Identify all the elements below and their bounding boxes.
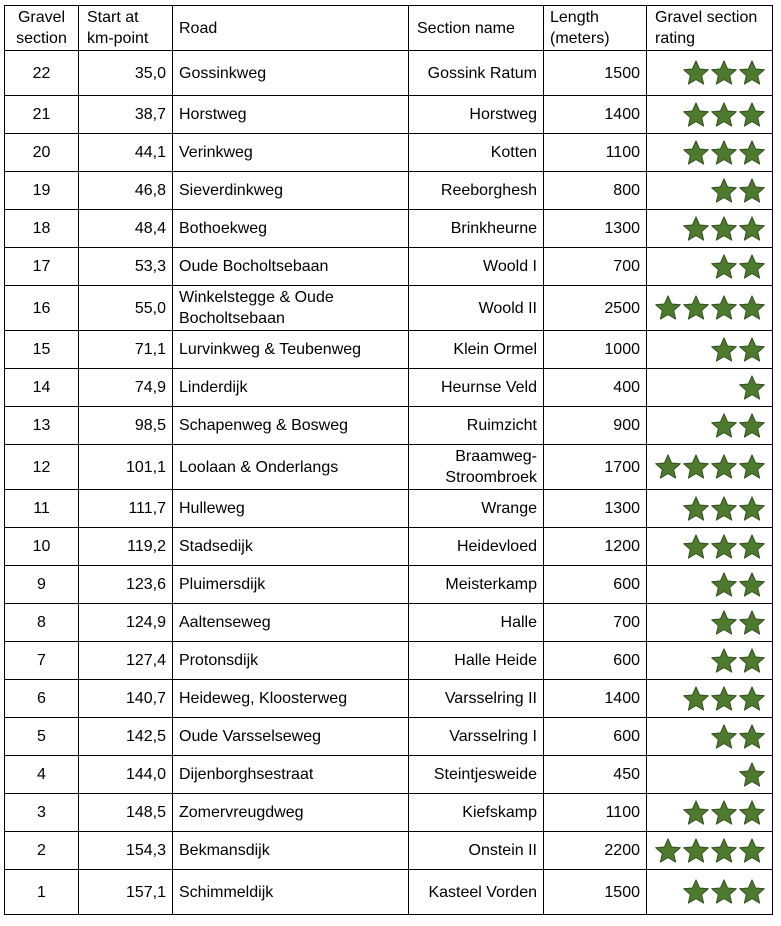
cell-gravel-section: 8 (5, 604, 79, 642)
table-row (5, 51, 773, 96)
table-row (5, 756, 773, 794)
star-rating (710, 647, 766, 675)
cell-start-km: 148,5 (79, 794, 173, 832)
star-rating (710, 412, 766, 440)
star-icon (682, 685, 710, 713)
cell-length: 800 (544, 172, 647, 210)
star-icon (682, 533, 710, 561)
star-icon (682, 799, 710, 827)
star-icon (738, 685, 766, 713)
cell-rating (647, 528, 773, 566)
header-section-name: Section name (409, 6, 544, 51)
star-icon (738, 878, 766, 906)
cell-length: 2500 (544, 286, 647, 331)
cell-gravel-section: 2 (5, 832, 79, 870)
star-icon (738, 761, 766, 789)
star-icon (682, 453, 710, 481)
cell-road: Heideweg, Kloosterweg (173, 680, 409, 718)
cell-road: Schapenweg & Bosweg (173, 407, 409, 445)
star-rating (682, 101, 766, 129)
cell-length: 450 (544, 756, 647, 794)
star-rating (682, 878, 766, 906)
table-row (5, 680, 773, 718)
cell-start-km: 127,4 (79, 642, 173, 680)
star-icon (738, 294, 766, 322)
header-row (5, 6, 773, 51)
cell-rating (647, 248, 773, 286)
cell-section-name: Varsselring I (409, 718, 544, 756)
cell-road: Aaltenseweg (173, 604, 409, 642)
cell-rating (647, 210, 773, 248)
cell-section-name: Woold I (409, 248, 544, 286)
cell-rating (647, 96, 773, 134)
cell-section-name: Woold II (409, 286, 544, 331)
star-icon (682, 878, 710, 906)
star-rating (738, 761, 766, 789)
cell-rating (647, 134, 773, 172)
cell-gravel-section: 15 (5, 331, 79, 369)
star-rating (710, 723, 766, 751)
table-header (5, 6, 773, 51)
cell-road: Sieverdinkweg (173, 172, 409, 210)
star-icon (710, 453, 738, 481)
star-icon (710, 253, 738, 281)
table-row (5, 718, 773, 756)
star-icon (710, 177, 738, 205)
table-row (5, 870, 773, 915)
cell-length: 1100 (544, 134, 647, 172)
cell-rating (647, 756, 773, 794)
cell-length: 1400 (544, 680, 647, 718)
cell-length: 600 (544, 718, 647, 756)
star-icon (738, 177, 766, 205)
cell-road: Pluimersdijk (173, 566, 409, 604)
cell-length: 1200 (544, 528, 647, 566)
cell-start-km: 144,0 (79, 756, 173, 794)
star-icon (738, 101, 766, 129)
cell-start-km: 101,1 (79, 445, 173, 490)
star-icon (710, 101, 738, 129)
star-icon (710, 336, 738, 364)
cell-gravel-section: 18 (5, 210, 79, 248)
cell-gravel-section: 3 (5, 794, 79, 832)
cell-section-name: Varsselring II (409, 680, 544, 718)
cell-road: Winkelstegge & Oude Bocholtsebaan (173, 286, 409, 331)
star-icon (654, 837, 682, 865)
cell-section-name: Gossink Ratum (409, 51, 544, 96)
cell-start-km: 142,5 (79, 718, 173, 756)
cell-road: Horstweg (173, 96, 409, 134)
cell-length: 400 (544, 369, 647, 407)
star-icon (738, 609, 766, 637)
cell-road: Stadsedijk (173, 528, 409, 566)
star-rating (654, 453, 766, 481)
cell-section-name: Klein Ormel (409, 331, 544, 369)
cell-gravel-section: 7 (5, 642, 79, 680)
cell-gravel-section: 4 (5, 756, 79, 794)
star-icon (738, 453, 766, 481)
cell-rating (647, 642, 773, 680)
table-row (5, 794, 773, 832)
cell-start-km: 74,9 (79, 369, 173, 407)
cell-start-km: 124,9 (79, 604, 173, 642)
star-icon (738, 139, 766, 167)
cell-length: 600 (544, 642, 647, 680)
star-icon (710, 837, 738, 865)
cell-road: Loolaan & Onderlangs (173, 445, 409, 490)
header-start-km: Start at km-point (79, 6, 173, 51)
table-row (5, 286, 773, 331)
star-rating (654, 837, 766, 865)
cell-section-name: Wrange (409, 490, 544, 528)
star-icon (710, 294, 738, 322)
table-row (5, 604, 773, 642)
cell-gravel-section: 13 (5, 407, 79, 445)
table-row (5, 528, 773, 566)
cell-rating (647, 369, 773, 407)
table-row (5, 96, 773, 134)
star-icon (738, 799, 766, 827)
cell-start-km: 46,8 (79, 172, 173, 210)
star-icon (682, 215, 710, 243)
cell-start-km: 44,1 (79, 134, 173, 172)
star-rating (738, 374, 766, 402)
star-icon (682, 101, 710, 129)
header-length: Length (meters) (544, 6, 647, 51)
cell-start-km: 154,3 (79, 832, 173, 870)
star-icon (738, 723, 766, 751)
cell-rating (647, 407, 773, 445)
cell-gravel-section: 17 (5, 248, 79, 286)
cell-road: Schimmeldijk (173, 870, 409, 915)
star-icon (710, 139, 738, 167)
cell-road: Protonsdijk (173, 642, 409, 680)
cell-length: 1400 (544, 96, 647, 134)
cell-gravel-section: 11 (5, 490, 79, 528)
star-icon (738, 571, 766, 599)
cell-rating (647, 832, 773, 870)
star-icon (710, 799, 738, 827)
star-icon (710, 495, 738, 523)
cell-road: Oude Varsselseweg (173, 718, 409, 756)
cell-gravel-section: 22 (5, 51, 79, 96)
cell-section-name: Meisterkamp (409, 566, 544, 604)
cell-start-km: 53,3 (79, 248, 173, 286)
star-icon (710, 878, 738, 906)
star-icon (738, 374, 766, 402)
cell-section-name: Kiefskamp (409, 794, 544, 832)
table-row (5, 566, 773, 604)
star-icon (682, 139, 710, 167)
cell-start-km: 157,1 (79, 870, 173, 915)
cell-section-name: Ruimzicht (409, 407, 544, 445)
table-row (5, 331, 773, 369)
star-rating (710, 253, 766, 281)
star-icon (738, 533, 766, 561)
star-icon (738, 837, 766, 865)
cell-gravel-section: 6 (5, 680, 79, 718)
cell-gravel-section: 5 (5, 718, 79, 756)
cell-rating (647, 51, 773, 96)
star-icon (738, 495, 766, 523)
cell-section-name: Halle Heide (409, 642, 544, 680)
cell-length: 700 (544, 604, 647, 642)
cell-road: Bekmansdijk (173, 832, 409, 870)
table-row (5, 490, 773, 528)
cell-road: Bothoekweg (173, 210, 409, 248)
cell-length: 600 (544, 566, 647, 604)
cell-rating (647, 331, 773, 369)
cell-start-km: 123,6 (79, 566, 173, 604)
cell-rating (647, 870, 773, 915)
star-icon (738, 215, 766, 243)
star-rating (682, 799, 766, 827)
star-rating (654, 294, 766, 322)
cell-gravel-section: 10 (5, 528, 79, 566)
star-rating (682, 533, 766, 561)
cell-section-name: Brinkheurne (409, 210, 544, 248)
star-icon (710, 412, 738, 440)
cell-start-km: 98,5 (79, 407, 173, 445)
cell-section-name: Steintjesweide (409, 756, 544, 794)
star-icon (682, 837, 710, 865)
cell-section-name: Kasteel Vorden (409, 870, 544, 915)
cell-gravel-section: 9 (5, 566, 79, 604)
cell-road: Oude Bocholtsebaan (173, 248, 409, 286)
cell-road: Verinkweg (173, 134, 409, 172)
star-rating (710, 177, 766, 205)
star-icon (710, 571, 738, 599)
star-icon (738, 59, 766, 87)
cell-section-name: Braamweg- Stroombroek (409, 445, 544, 490)
star-rating (682, 495, 766, 523)
cell-start-km: 55,0 (79, 286, 173, 331)
star-rating (682, 139, 766, 167)
cell-length: 1000 (544, 331, 647, 369)
cell-road: Zomervreugdweg (173, 794, 409, 832)
cell-section-name: Kotten (409, 134, 544, 172)
cell-length: 700 (544, 248, 647, 286)
cell-start-km: 38,7 (79, 96, 173, 134)
table-row (5, 248, 773, 286)
star-icon (710, 647, 738, 675)
cell-length: 1500 (544, 870, 647, 915)
cell-section-name: Heurnse Veld (409, 369, 544, 407)
table-row (5, 172, 773, 210)
table-row (5, 134, 773, 172)
cell-road: Linderdijk (173, 369, 409, 407)
star-icon (710, 533, 738, 561)
cell-rating (647, 680, 773, 718)
cell-gravel-section: 14 (5, 369, 79, 407)
cell-length: 1100 (544, 794, 647, 832)
cell-start-km: 119,2 (79, 528, 173, 566)
cell-start-km: 71,1 (79, 331, 173, 369)
cell-section-name: Heidevloed (409, 528, 544, 566)
star-icon (682, 495, 710, 523)
cell-section-name: Onstein II (409, 832, 544, 870)
star-icon (710, 215, 738, 243)
cell-road: Dijenborghsestraat (173, 756, 409, 794)
header-rating: Gravel section rating (647, 6, 773, 51)
star-rating (710, 336, 766, 364)
cell-start-km: 35,0 (79, 51, 173, 96)
cell-gravel-section: 19 (5, 172, 79, 210)
cell-road: Lurvinkweg & Teubenweg (173, 331, 409, 369)
cell-length: 1300 (544, 210, 647, 248)
star-icon (710, 609, 738, 637)
cell-rating (647, 566, 773, 604)
star-icon (654, 453, 682, 481)
cell-gravel-section: 12 (5, 445, 79, 490)
cell-start-km: 48,4 (79, 210, 173, 248)
table-row (5, 210, 773, 248)
cell-rating (647, 172, 773, 210)
star-rating (710, 609, 766, 637)
table-row (5, 369, 773, 407)
cell-rating (647, 718, 773, 756)
star-rating (682, 685, 766, 713)
cell-section-name: Reeborghesh (409, 172, 544, 210)
cell-section-name: Horstweg (409, 96, 544, 134)
table-row (5, 832, 773, 870)
star-rating (710, 571, 766, 599)
cell-section-name: Halle (409, 604, 544, 642)
cell-rating (647, 794, 773, 832)
star-icon (710, 723, 738, 751)
cell-road: Gossinkweg (173, 51, 409, 96)
cell-length: 1700 (544, 445, 647, 490)
star-icon (710, 59, 738, 87)
table-body (5, 51, 773, 915)
cell-rating (647, 604, 773, 642)
cell-start-km: 111,7 (79, 490, 173, 528)
cell-road: Hulleweg (173, 490, 409, 528)
star-icon (738, 336, 766, 364)
star-icon (682, 294, 710, 322)
star-icon (738, 253, 766, 281)
star-icon (654, 294, 682, 322)
star-rating (682, 59, 766, 87)
cell-length: 2200 (544, 832, 647, 870)
cell-rating (647, 490, 773, 528)
cell-length: 1500 (544, 51, 647, 96)
cell-gravel-section: 20 (5, 134, 79, 172)
header-road: Road (173, 6, 409, 51)
cell-gravel-section: 21 (5, 96, 79, 134)
cell-gravel-section: 16 (5, 286, 79, 331)
table-row (5, 445, 773, 490)
star-icon (738, 647, 766, 675)
cell-rating (647, 445, 773, 490)
header-gravel-section: Gravel section (5, 6, 79, 51)
table-row (5, 407, 773, 445)
star-icon (710, 685, 738, 713)
cell-gravel-section: 1 (5, 870, 79, 915)
cell-length: 1300 (544, 490, 647, 528)
star-icon (738, 412, 766, 440)
gravel-sections-table (4, 5, 773, 915)
star-icon (682, 59, 710, 87)
cell-rating (647, 286, 773, 331)
cell-start-km: 140,7 (79, 680, 173, 718)
star-rating (682, 215, 766, 243)
cell-length: 900 (544, 407, 647, 445)
table-row (5, 642, 773, 680)
